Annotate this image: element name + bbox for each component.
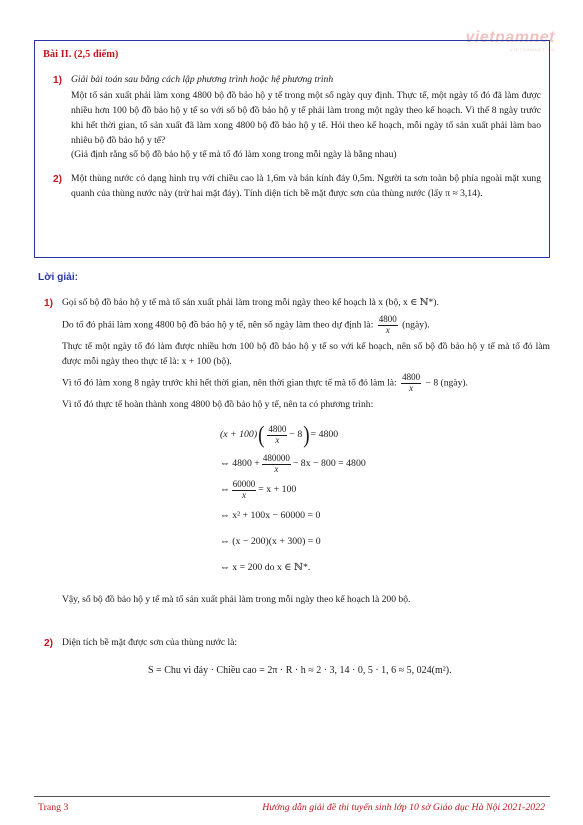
equation-block [220,419,550,581]
solution-part-2 [34,636,550,678]
fraction-numerator: 4800 [378,313,397,324]
equation-text: − 8x − 800 = 4800 [292,458,366,470]
fraction-denominator: x [385,324,390,335]
solution-text: − 8 (ngày). [425,377,468,389]
equation-text: ⇔ 4800 + [220,458,260,470]
fraction-numerator: 4800 [268,423,287,434]
footer-divider [34,796,550,797]
fraction [378,315,398,336]
problem-item-lead: Giải bài toán sau bằng cách lập phương trình hoặc hệ phương trình [71,74,334,86]
equation-line [220,419,550,451]
problem-item-number: 1) [53,75,63,87]
equation-text: − 8 [289,429,303,441]
problem-item-note: (Giả định rằng số bộ đồ bảo hộ y tế mà tổ đó làm xong trong mỗi ngày là bằng nhau) [71,149,397,161]
equation-text: = 4800 [310,429,339,441]
problem-item-1 [43,73,541,163]
solution-line: Vì tổ đó thực tế hoàn thành xong 4800 bộ đồ bảo hộ y tế, nên ta có phương trình: [62,399,374,411]
solution-part-1 [34,296,550,608]
equation-text: = x + 100 [258,484,297,496]
fraction-numerator: 4800 [402,372,421,383]
fraction-numerator: 60000 [232,478,256,489]
problem-item-text: Một tổ sản xuất phải làm xong 4800 bộ đồ bảo hộ y tế trong một số ngày quy định. Thực tế, một ngày tổ đó đã làm được nhiều hơn 100 bộ đồ bảo hộ y tế so với số bộ đồ bảo hộ y tế phải làm trong một ngày theo kế hoạch. Vì thế 8 ngày trước khi hết thời gian, tổ sản xuất đã làm xong 4800 bộ đồ bảo hộ y tế. Hỏi theo kế hoạch, mỗi ngày tổ sản xuất phải làm bao nhiêu bộ đồ bảo hộ y tế? [71,89,541,146]
equation-text: ⇔ [220,484,230,496]
watermark-brand: vietnamnet [465,29,555,46]
equation-line: ⇔ x = 200 do x ∈ ℕ*. [220,562,311,574]
fraction-numerator: 480000 [262,452,290,463]
equation-line [220,451,550,477]
equation-line [220,477,550,503]
problem-item-number: 2) [53,174,63,186]
problem-title: Bài II. (2,5 điểm) [43,49,119,60]
fraction-denominator: x [274,463,279,474]
solution-text: (ngày). [402,319,430,331]
fraction [401,373,421,394]
watermark-sub: VIETNAMNET.VN [509,46,555,52]
footer-document-title: Hướng dẫn giải đề thi tuyển sinh lớp 10 sở Giáo dục Hà Nội 2021-2022 [262,802,545,813]
paren-close: ) [303,421,310,449]
solution-text: Do tổ đó phải làm xong 4800 bộ đồ bảo hộ y tế, nên số ngày làm theo dự định là: [62,319,374,331]
problem-box [34,40,550,258]
solution-text: Vì tổ đó làm xong 8 ngày trước khi hết thời gian, nên thời gian thực tế mà tổ đó làm là: [62,377,397,389]
fraction-denominator: x [242,489,247,500]
paren-open: ( [258,421,265,449]
footer-page-number: Trang 3 [38,802,69,813]
fraction-denominator: x [275,434,280,445]
fraction [232,480,257,501]
fraction [267,425,287,446]
solution-part-number: 2) [44,638,54,649]
equation-text: (x + 100) [220,429,258,441]
solution-line: Thực tế một ngày tổ đó làm được nhiều hơn 100 bộ đồ bảo hộ y tế so với kế hoạch, nên số bộ đồ bảo hộ y tế mà tổ đó làm được mỗi ngày theo thực tế là: x + 100 (bộ). [62,340,550,367]
equation-line: ⇔ x² + 100x − 60000 = 0 [220,510,321,522]
fraction-denominator: x [409,383,414,394]
solution-line [62,373,550,394]
problem-item-2 [43,172,541,202]
problem-item-text: Một thùng nước có dạng hình trụ với chiều cao là 1,6m và bán kính đáy 0,5m. Người ta sơn toàn bộ phía ngoài mặt xung quanh của thùng nước này (trừ hai mặt đáy). Tính diện tích bề mặt được sơn của thùng nước (lấy π ≈ 3,14). [71,173,541,200]
solution-part-number: 1) [44,298,54,309]
solution-line: Diện tích bề mặt được sơn của thùng nước là: [62,637,238,648]
solution-line: Gọi số bộ đồ bảo hộ y tế mà tổ sản xuất phải làm trong mỗi ngày theo kế hoạch là x (bộ, x ∈ ℕ*). [62,297,439,308]
solution-conclusion: Vậy, số bộ đồ bảo hộ y tế mà tổ sản xuất phải làm trong mỗi ngày theo kế hoạch là 200 bộ. [62,594,411,605]
equation-line: ⇔ (x − 200)(x + 300) = 0 [220,536,321,548]
fraction [262,454,291,475]
solution-line [62,315,550,336]
solution-title: Lời giải: [38,272,79,283]
area-formula: S = Chu vi đáy · Chiều cao = 2π · R · h ≈ 2 · 3, 14 · 0, 5 · 1, 6 ≈ 5, 024(m²). [148,664,452,676]
